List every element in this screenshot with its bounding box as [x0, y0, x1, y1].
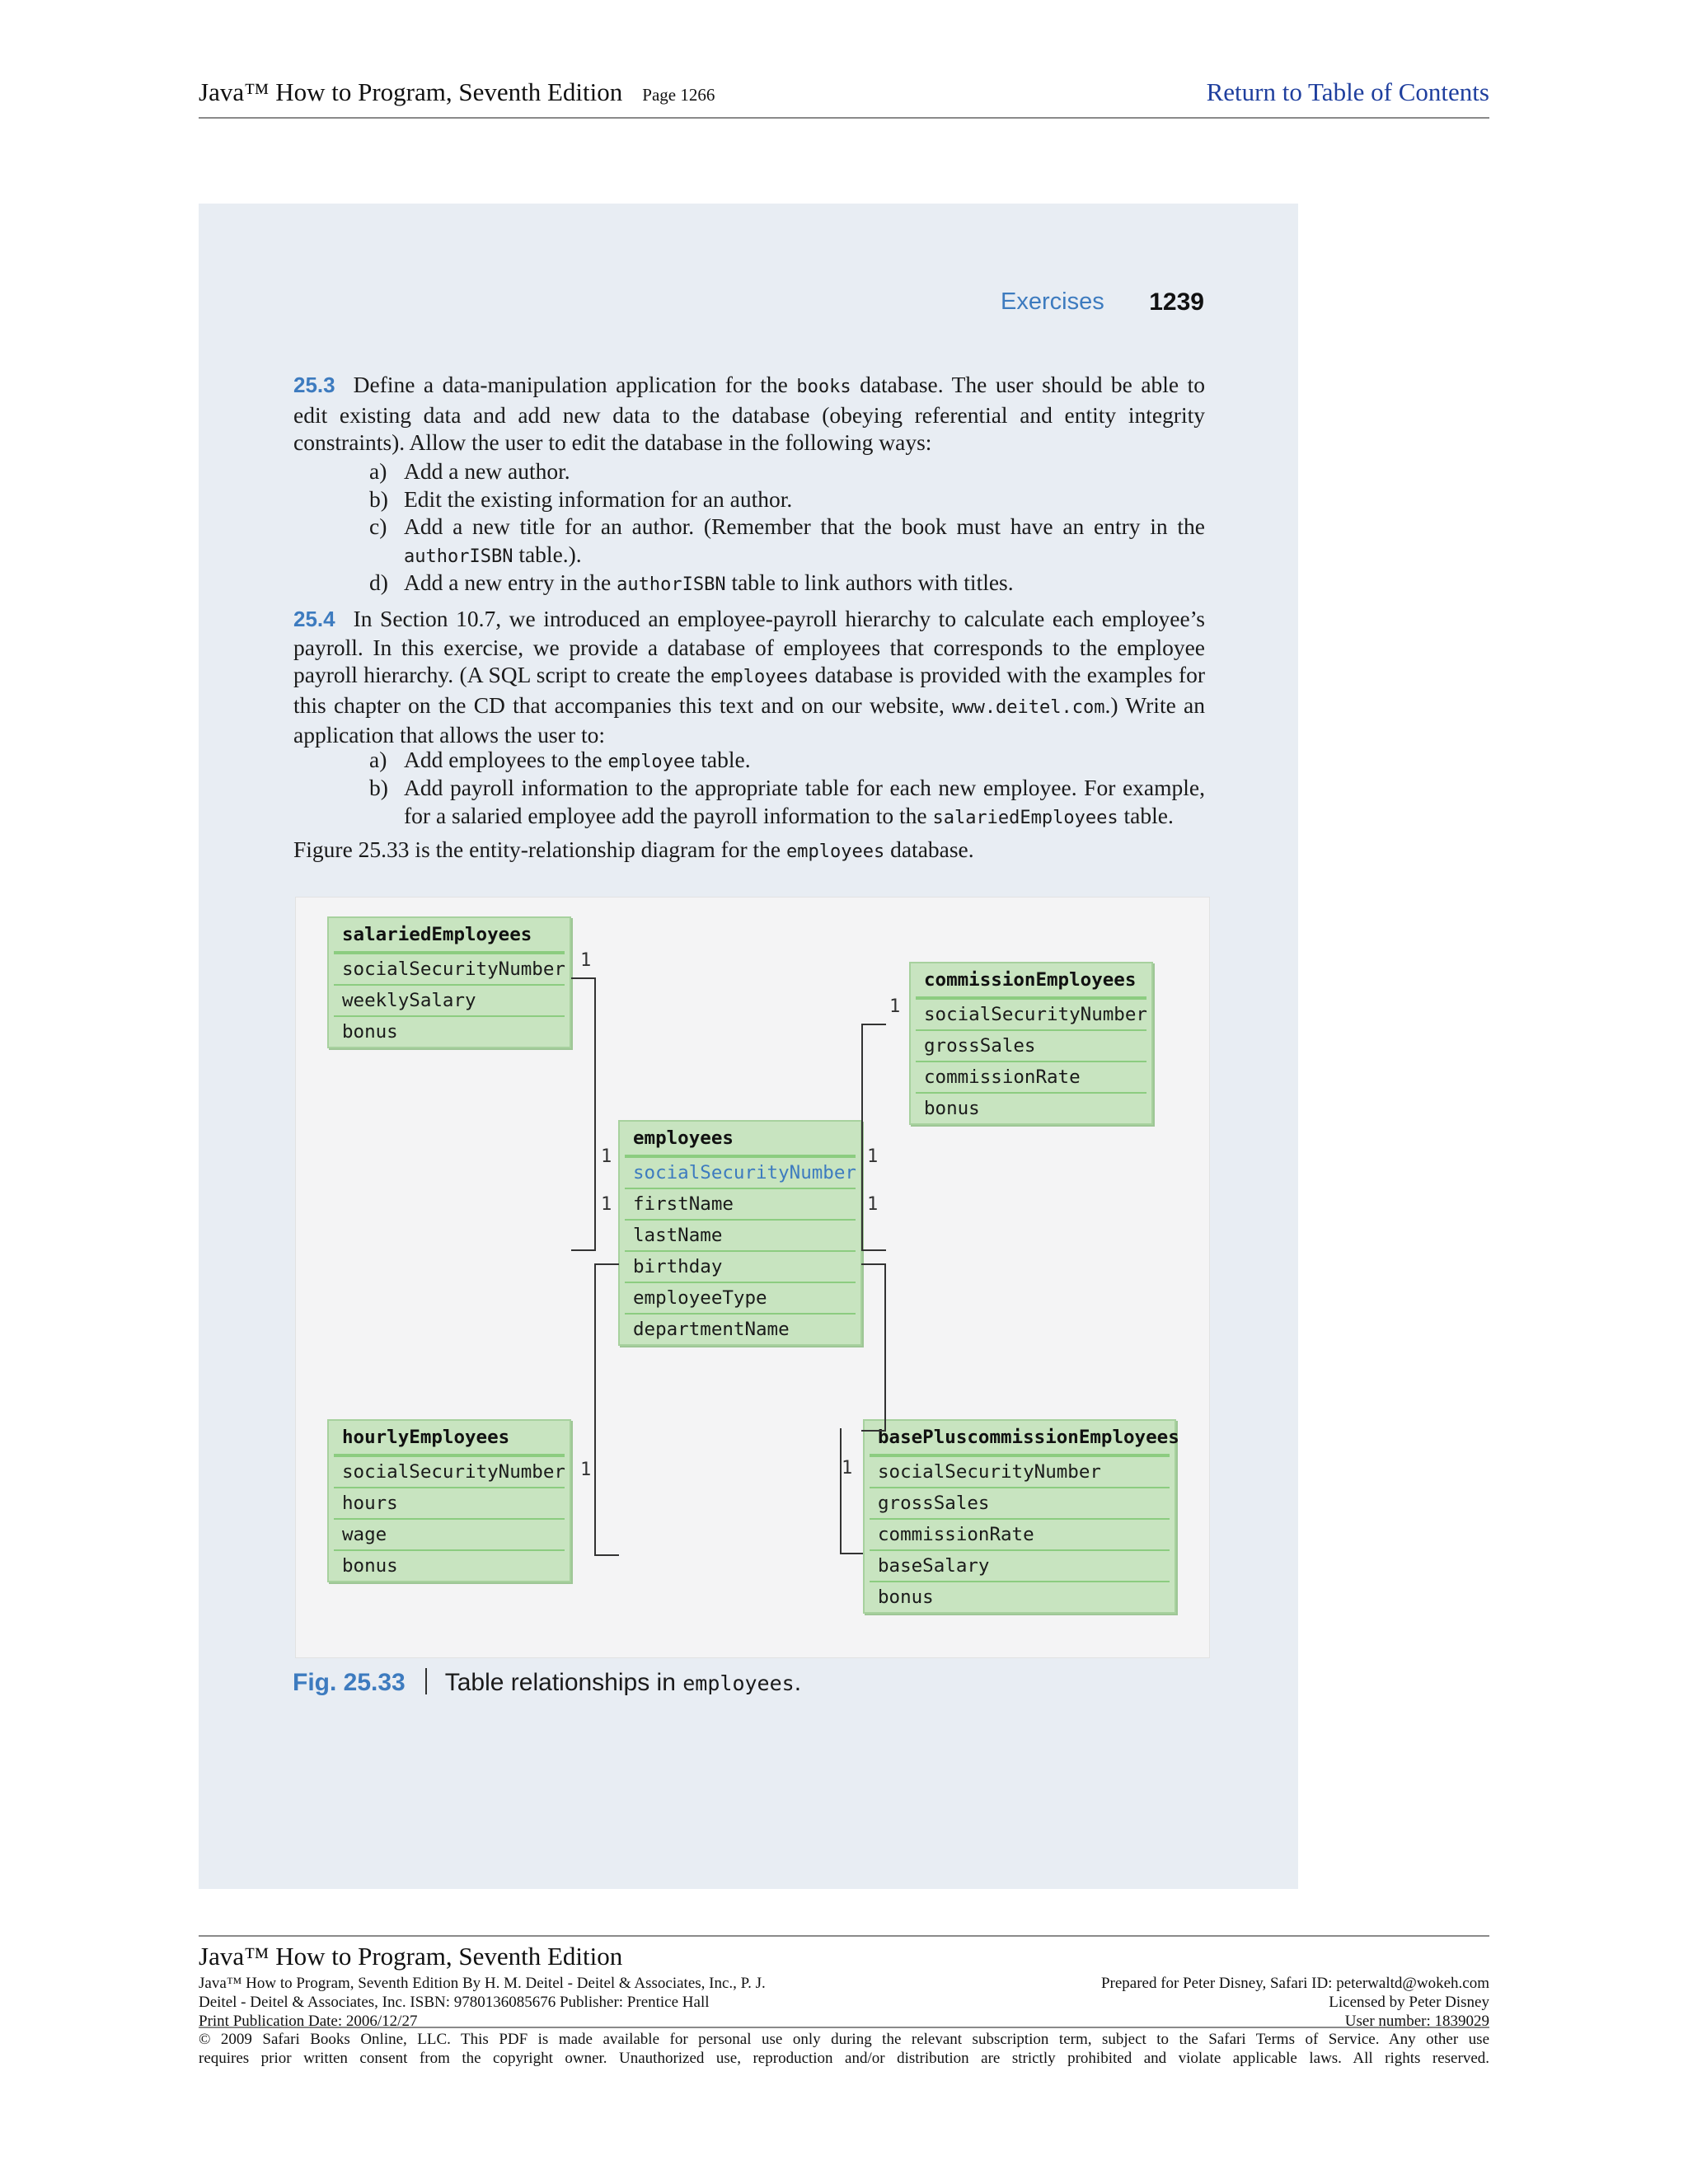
cardinality-label: 1 [601, 1146, 612, 1167]
table-hourly-employees [327, 1419, 571, 1582]
footer-copyright-line-2: requires prior written consent from the copyright owner. Unauthorized use, reproduction and/or distribution are strictly prohibited and violate applicable laws. All rights reserved. [199, 2050, 1489, 2067]
list-item: a) Add employees to the employee table. [369, 747, 751, 772]
table-base-plus-commission-employees [863, 1419, 1179, 1614]
page-footer [199, 1935, 1489, 2067]
table-field: bonus [342, 1021, 398, 1043]
primary-key-field: socialSecurityNumber [625, 1158, 856, 1189]
cardinality-label: 1 [601, 1194, 612, 1215]
footer-copyright-line-1: © 2009 Safari Books Online, LLC. This PDF is made available for personal use only during the relevant subscription term, subject to the Safari Terms of Service. Any other use [199, 2031, 1489, 2048]
caption-divider [425, 1668, 427, 1694]
table-field: hours [334, 1488, 565, 1520]
figure-caption: Fig. 25.33 Table relationships in employees. [293, 1669, 802, 1696]
exercise-25-4: 25.4 In Section 10.7, we introduced an employee-payroll hierarchy to calculate each employee’s payroll. In this exercise, we provide a database of employees that corresponds to the employee payroll hierarchy. (A SQL script to create the employees database is provided with the examples for this chapter on the CD that accompanies this text and on our website, www.deitel.com.) Write an application that allows the user to: [293, 606, 1205, 748]
running-head-section: Exercises [1001, 288, 1104, 315]
er-diagram [295, 897, 1210, 1658]
table-field: bonus [924, 1098, 980, 1119]
table-employees [618, 1120, 862, 1346]
cardinality-label: 1 [580, 950, 592, 971]
table-field: birthday [625, 1252, 856, 1283]
exercise-number: 25.3 [293, 373, 335, 397]
table-field: socialSecurityNumber [334, 1457, 565, 1488]
running-head-page-number: 1239 [1149, 288, 1204, 316]
relationship-line-salaried [571, 977, 596, 1251]
footer-prepared-for: Prepared for Peter Disney, Safari ID: peterwaltd@wokeh.com [1100, 1975, 1489, 1992]
table-field: firstName [625, 1189, 856, 1221]
footer-license: Licensed by Peter Disney [1329, 1994, 1489, 2011]
table-field: socialSecurityNumber [870, 1457, 1170, 1488]
list-item: d) Add a new entry in the authorISBN table to link authors with titles. [369, 569, 1014, 595]
footer-isbn-info: Deitel - Deitel & Associates, Inc. ISBN: 9780136085676 Publisher: Prentice Hall [199, 1994, 710, 2011]
list-item: a) Add a new author. [369, 458, 570, 484]
table-commission-employees [909, 962, 1153, 1125]
cardinality-label: 1 [867, 1194, 879, 1215]
table-field: baseSalary [870, 1551, 1170, 1582]
table-field: lastName [625, 1221, 856, 1252]
exercise-25-3: 25.3 Define a data-manipulation application for the books database. The user should be able to edit existing data and add new data to the database (obeying referential and entity integrity constraints). Allow the user to edit the database in the following ways: [293, 372, 1205, 456]
cardinality-label: 1 [842, 1458, 853, 1479]
footer-user-number: User number: 1839029 [1344, 2013, 1489, 2030]
relationship-line-base-plus-lower [840, 1428, 863, 1554]
exercise-number: 25.4 [293, 607, 335, 631]
relationship-line-commission [861, 1024, 886, 1251]
table-name: salariedEmployees [334, 918, 565, 954]
table-name: employees [625, 1122, 856, 1158]
table-field: grossSales [870, 1488, 1170, 1520]
table-field: grossSales [916, 1031, 1146, 1062]
table-name: hourlyEmployees [334, 1421, 565, 1457]
figure-number: Fig. 25.33 [293, 1669, 406, 1696]
footer-divider [199, 2027, 1489, 2028]
cardinality-label: 1 [867, 1146, 879, 1167]
table-salaried-employees [327, 916, 571, 1048]
table-name: basePluscommissionEmployees [870, 1421, 1170, 1457]
table-field: employeeType [625, 1283, 856, 1315]
table-field: bonus [342, 1555, 398, 1577]
relationship-line-hourly [594, 1263, 619, 1556]
relationship-line-base-plus-upper [861, 1263, 886, 1432]
footer-book-info: Java™ How to Program, Seventh Edition By H. M. Deitel - Deitel & Associates, Inc., P. J. [199, 1975, 766, 1992]
cardinality-label: 1 [580, 1460, 592, 1480]
table-field: commissionRate [870, 1520, 1170, 1551]
footer-title: Java™ How to Program, Seventh Edition [199, 1942, 623, 1971]
book-title: Java™ How to Program, Seventh Edition Page 1266 [199, 77, 715, 106]
table-name: commissionEmployees [916, 963, 1146, 1000]
table-field: commissionRate [916, 1062, 1146, 1094]
table-field: socialSecurityNumber [334, 954, 565, 986]
list-item: b) Edit the existing information for an author. [369, 486, 793, 512]
figure-intro: Figure 25.33 is the entity-relationship diagram for the employees database. [293, 837, 974, 862]
footer-publication-date: Print Publication Date: 2006/12/27 [199, 2013, 418, 2030]
table-field: socialSecurityNumber [916, 1000, 1146, 1031]
page-header [199, 76, 1489, 119]
table-field: bonus [878, 1586, 934, 1608]
list-item: c) Add a new title for an author. (Remember that the book must have an entry in the authorISBN table.). [369, 513, 1205, 567]
cardinality-label: 1 [889, 996, 901, 1017]
toc-link[interactable]: Return to Table of Contents [1206, 77, 1489, 106]
page-indicator: Page 1266 [642, 85, 715, 105]
table-field: wage [334, 1520, 565, 1551]
table-field: weeklySalary [334, 986, 565, 1017]
list-item: b) Add payroll information to the appropriate table for each new employee. For example, for a salaried employee add the payroll information to the salariedEmployees table. [369, 775, 1205, 828]
table-field: departmentName [633, 1319, 790, 1340]
